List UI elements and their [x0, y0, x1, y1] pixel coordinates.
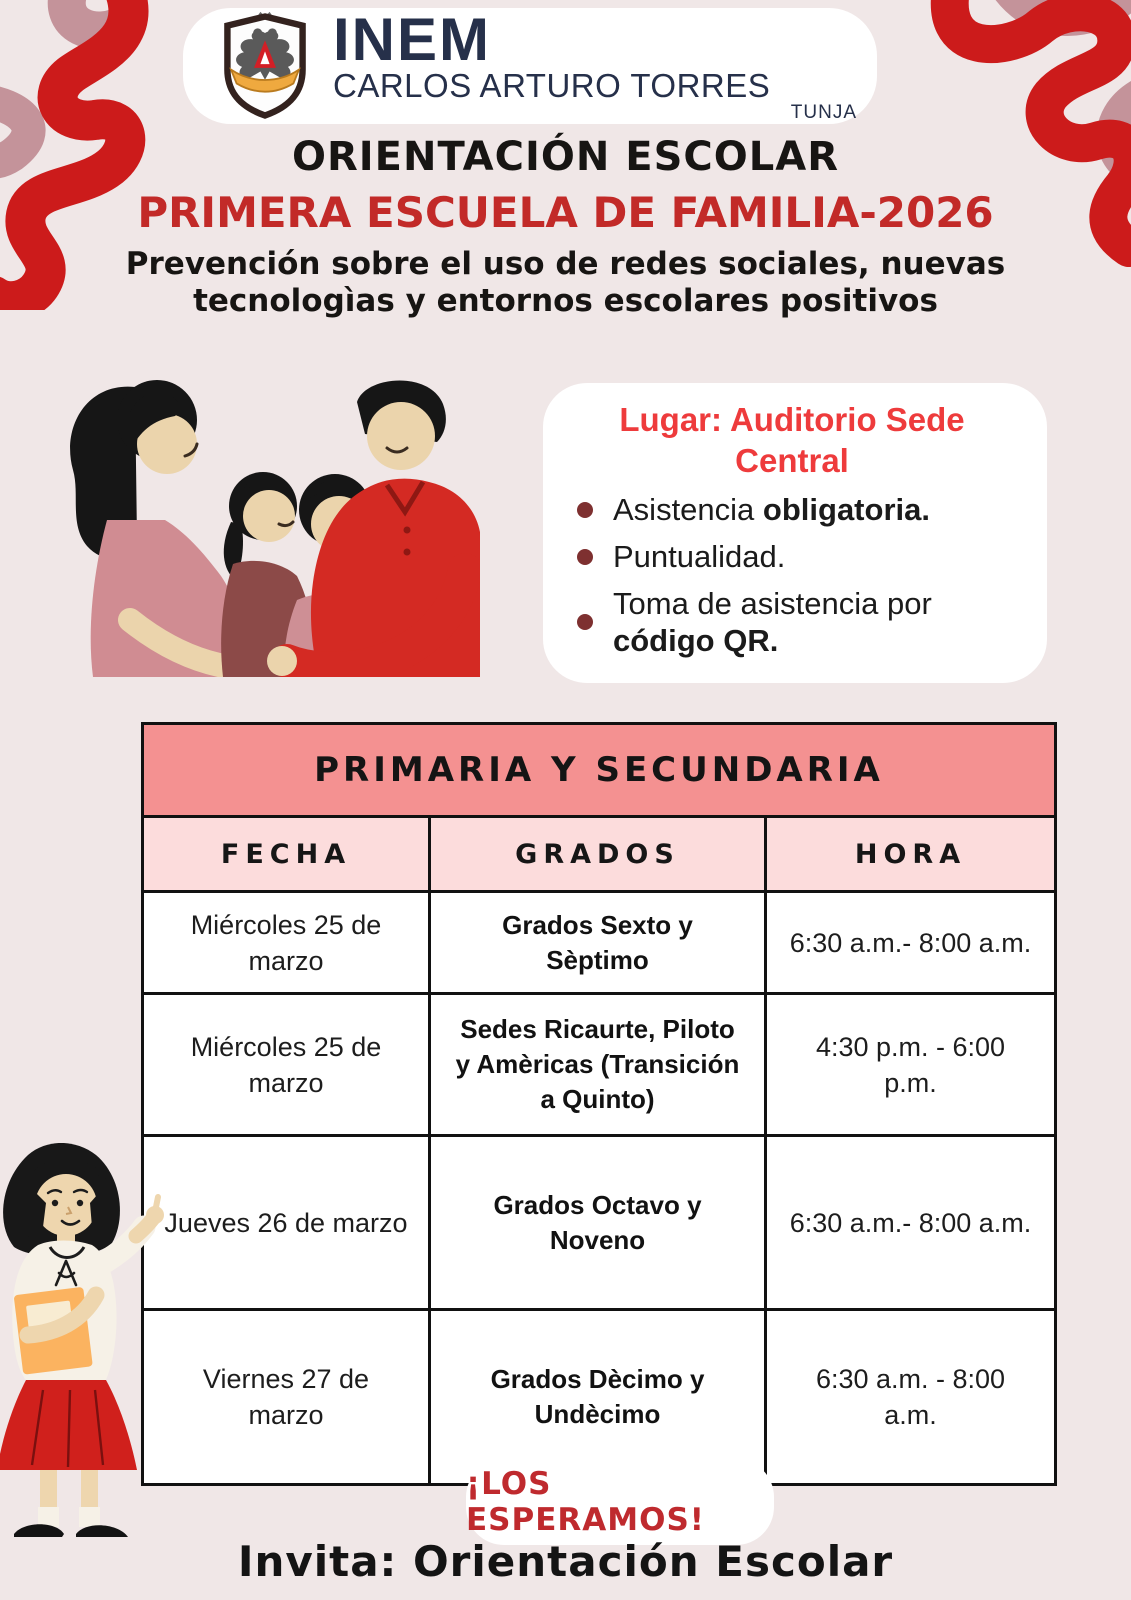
schoolgirl-with-book-illustration: [0, 1133, 171, 1548]
cell-hora: 6:30 a.m.- 8:00 a.m.: [764, 893, 1054, 992]
list-item: [565, 585, 1019, 659]
cell-hora: 6:30 a.m. - 8:00 a.m.: [764, 1311, 1054, 1483]
cell-fecha: Miércoles 25 de marzo: [190, 909, 382, 976]
event-info-card: [543, 383, 1047, 683]
bullet-text: [613, 491, 930, 528]
location-line: [565, 399, 1019, 481]
bullet-dot-icon: [577, 549, 593, 565]
cell-grados: Grados Sexto y Sèptimo: [428, 893, 764, 992]
family-hugging-illustration: [35, 372, 480, 677]
list-item: [565, 491, 1019, 528]
cell-grados: Grados Dècimo y Undècimo: [428, 1311, 764, 1483]
cell-fecha: Viernes 27 de marzo: [202, 1364, 370, 1430]
invitation-text: Invita: Orientación Escolar: [237, 1537, 894, 1586]
closing-banner: [466, 1459, 774, 1545]
table-row: [144, 1308, 1054, 1483]
brand-name: INEM: [333, 5, 491, 73]
schedule-table: [141, 722, 1057, 1486]
brand-city: TUNJA: [790, 101, 857, 123]
bullet-text-normal: Asistencia: [613, 492, 763, 527]
page-title: ORIENTACIÓN ESCOLAR: [291, 134, 839, 180]
column-header-hora: HORA: [764, 818, 1054, 890]
bullet-dot-icon: [577, 502, 593, 518]
cell-hora: 4:30 p.m. - 6:00 p.m.: [764, 995, 1054, 1134]
table-row: [144, 890, 1054, 992]
brand-subtitle: CARLOS ARTURO TORRES: [333, 66, 771, 104]
info-bullet-list: [565, 491, 1019, 659]
bullet-text-normal: Puntualidad.: [613, 539, 786, 574]
cell-hora: 6:30 a.m.- 8:00 a.m.: [764, 1137, 1054, 1308]
brand-header: [183, 5, 877, 124]
table-row: [144, 1134, 1054, 1308]
table-title: PRIMARIA Y SECUNDARIA: [144, 725, 1054, 815]
bullet-text-normal: Toma de asistencia por: [613, 586, 932, 621]
event-description-line2: tecnologìas y entornos escolares positivos: [193, 283, 938, 319]
cell-grados: Sedes Ricaurte, Piloto y Amèricas (Transición a Quinto): [428, 995, 764, 1134]
cell-fecha: Miércoles 25 de marzo: [190, 1031, 382, 1098]
table-row: [144, 992, 1054, 1134]
list-item: [565, 538, 1019, 575]
school-crest-logo-icon: [209, 11, 321, 121]
bullet-text-bold: obligatoria.: [762, 492, 930, 527]
location-label: Lugar:: [619, 401, 723, 438]
cell-grados: Grados Octavo y Noveno: [428, 1137, 764, 1308]
bullet-text-bold: código QR.: [613, 623, 779, 658]
bullet-dot-icon: [577, 614, 593, 630]
brand-text-block: [333, 5, 857, 123]
location-value: Auditorio Sede Central: [729, 401, 965, 479]
closing-text: ¡LOS ESPERAMOS!: [466, 1466, 705, 1538]
bullet-text: [613, 585, 1019, 659]
column-header-fecha: FECHA: [220, 838, 352, 870]
event-title: PRIMERA ESCUELA DE FAMILIA-2026: [137, 188, 994, 237]
cell-fecha: Jueves 26 de marzo: [164, 1207, 408, 1238]
bullet-text: [613, 538, 785, 575]
event-description: [0, 246, 1131, 320]
event-description-line1: Prevención sobre el uso de redes sociales, nuevas: [125, 246, 1006, 282]
table-header-row: [144, 815, 1054, 890]
column-header-grados: GRADOS: [428, 818, 764, 890]
